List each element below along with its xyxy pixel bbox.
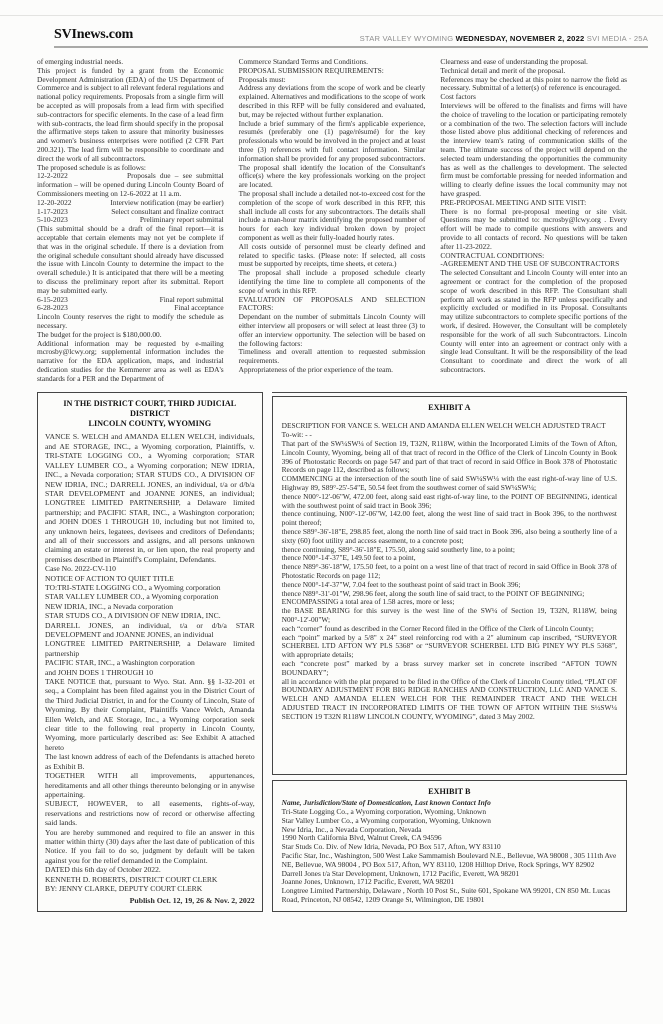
dateline-media-page: SVI MEDIA - 25A <box>584 34 648 43</box>
schedule-text: Interview notification (may be earlier) <box>110 197 224 207</box>
paragraph: STAR VALLEY LUMBER CO., a Wyoming corporation <box>45 592 219 602</box>
paragraph: Additional information may be requested by e-mailing mcrosby@lcwy.org; supplemental information includes the narrative for the EDA application, maps, and industrial dedication studies for the Kemmerer area as well as EDA's standards for a PER and the Department of <box>37 338 224 383</box>
paragraph: New Idria, Inc., a Nevada Corporation, Nevada <box>281 824 422 834</box>
paragraph: NEW IDRIA, INC., a Nevada corporation <box>45 601 174 611</box>
paragraph: There is no formal pre-proposal meeting or site visit. Questions may be submitted to: mcrosby@lcwy.org . Every effort will be made to compile questions with answers and provide to all contacts of record. No questions will be taken after 11-23-2022. <box>440 206 628 251</box>
paragraph: Proposals must: <box>238 74 286 84</box>
paragraph: Include a brief summary of the firm's applicable experience, resumés (preferably one (1) page/résumé) for the key professionals who would be involved in the project and at least three (3) references with full contact information. Similar information shall be provided for any proposed subcontractors. The proposal shall identify the location of the Consultant's office(s) where the key professionals working on the project are located. <box>238 118 426 190</box>
schedule-row <box>37 172 224 198</box>
paragraph: Lincoln County reserves the right to modify the schedule as necessary. <box>37 312 224 330</box>
paragraph: DARRELL JONES, an individual, t/a or d/b/a STAR DEVELOPMENT and JOANNE JONES, an individual <box>45 620 255 640</box>
paragraph: thence S89°-36'-18"E, 298.85 feet, along the north line of said tract in Book 396, also being a southerly line of a sixty (60) foot utility and access easement, to a concrete post; <box>281 527 617 545</box>
schedule-text: Select consultant and finalize contract <box>111 206 224 216</box>
paragraph: Interviews will be offered to the finalists and firms will have the choice of traveling to the location or participating remotely or a combination of the two. The selection factors will include those listed above plus additional checking of references and the interview team's rating of communication skills of the team. The ultimate success of the project will depend on the selected team understanding the opportunities the community has as well as the challenges to development. The selected firm must be comfortable pressing for needed information and willing to clearly define issues the local community may not have grasped. <box>440 100 628 198</box>
exhibit-a-box <box>272 396 627 775</box>
court-title-line2: LINCOLN COUNTY, WYOMING <box>88 419 212 429</box>
paragraph: NOTICE OF ACTION TO QUIET TITLE <box>45 573 174 583</box>
paragraph: The budget for the project is $180,000.00. <box>37 329 162 339</box>
paragraph: of emerging industrial needs. <box>37 57 124 66</box>
schedule-date: 6-15-2023 <box>37 294 68 304</box>
paragraph: Darrell Jones t/a Star Development, Unknown, 1712 Pacific, Everett, WA 98201 <box>281 868 520 878</box>
paragraph: 1990 North California Blvd, Walnut Creek, CA 94596 <box>281 833 442 843</box>
paragraph: The proposal shall include a detailed not-to-exceed cost for the completion of the scope of work described in this RFP, this shall include all costs for any subcontractors. The details shall include a man-hour matrix identifying the proposed number of hours for each key individual broken down by project component as well as their fully-loaded hourly rates. <box>238 188 426 242</box>
schedule-date: 6-28-2023 <box>37 303 68 313</box>
paragraph: COMMENCING at the intersection of the south line of said SW¼SW¼ with the east right-of-way line of U.S. Highway 89, S89°-25'-54"E, 50.54 feet from the southwest corner of said SW¼SW¼; <box>281 474 617 493</box>
paragraph: STAR STUDS CO., A DIVISION OF NEW IDRIA, INC. <box>45 611 221 621</box>
page-header <box>54 27 648 46</box>
paragraph: Pacific Star, Inc., Washington, 500 West Lake Sammamish Boulevard N.E., Bellevue, WA 98008 , 305 111th Ave NE, Bellevue, WA 98004 , PO Box 517, Afton, WY 83110, 1208 Hilltop Drive, Rock Springs, WY 82902 <box>281 851 617 869</box>
paragraph: Technical detail and merit of the proposal. <box>440 65 566 75</box>
paragraph: each “corner” found as described in the Corner Record filed in the Office of the Clerk of Lincoln County; <box>281 623 594 633</box>
paragraph: (This submittal should be a draft of the final report—it is acceptable that certain elements may not yet be complete if that was in the original schedule. If there is a deviation from the original schedule consultant should already have discussed the issue with Lincoln County to determine the impact to the overall schedule.) It is anticipated that there will be a meeting to discuss the preliminary report after its submittal. Report may be submitted early. <box>37 224 224 295</box>
paragraph: thence N89°-31'-01"W, 298.96 feet, along the south line of said tract, to the POINT OF BEGINNING; <box>281 588 585 598</box>
schedule-text: Final report submittal <box>159 294 224 304</box>
exhibit-b-title: EXHIBIT B <box>428 787 471 797</box>
paragraph: each “concrete post” marked by a brass survey marker set in concrete inscribed “AFTON TOWN BOUNDARY”; <box>281 659 617 677</box>
paragraph: ENCOMPASSING a total area of 1.58 acres, more or less; <box>281 597 455 607</box>
paragraph: thence N89°-36'-18"W, 175.50 feet, to a point on a west line of that tract of record in said Office in Book 378 of Photostatic Records on page 112; <box>281 562 617 581</box>
court-notice-body <box>45 432 255 893</box>
paragraph: Case No. 2022-CV-110 <box>45 564 116 574</box>
paragraph: thence N00°-12'-06"W, 472.00 feet, along said east right-of-way line, to the POINT OF BEGINNING, identical with the southwest point of said tract in Book 396; <box>281 491 617 510</box>
court-notice-box <box>37 392 263 911</box>
paragraph: thence N00°-14'-37"W, 7.04 feet to the southeast point of said tract in Book 396; <box>281 579 521 589</box>
paragraph: TAKE NOTICE that, pursuant to Wyo. Stat. Ann. §§ 1-32-201 et seq., a Complaint has been filed against you in the District Court of the Third Judicial District, in and for the County of Lincoln, State of Wyoming. By their Complaint, Plaintiffs Vance Welch, Amanda Ellen Welch, and AE Storage, Inc., a Wyoming corporation seek clear title to the following real property in Lincoln County, Wyoming, more particularly described as: See Exhibit A attached hereto <box>45 677 255 752</box>
exhibits-column <box>272 392 627 911</box>
exhibit-b-box <box>272 780 627 912</box>
paragraph: PACIFIC STAR, INC., a Washington corporation <box>45 658 195 668</box>
paragraph: TOGETHER WITH all improvements, appurtenances, hereditaments and all other things thereunto belonging or in anywise appertaining. <box>45 771 255 799</box>
paragraph: SUBJECT, HOWEVER, to all easements, rights-of-way, reservations and restrictions now of record or otherwise affecting said lands. <box>45 799 255 828</box>
exhibit-b-column-header: Name, Jurisdiction/State of Domestication, Last known Contact Info <box>281 798 491 808</box>
paragraph: EVALUATION OF PROPOSALS AND SELECTION FACTORS: <box>238 294 426 313</box>
article-column-3 <box>440 58 627 383</box>
article-continuation <box>37 58 627 383</box>
paragraph: All costs outside of personnel must be clearly defined and related to specific tasks. (Please note: If selected, all costs must be supported by receipts, time sheets, et cetera.) <box>238 241 426 269</box>
paragraph: Timeliness and overall attention to requested submission requirements. <box>238 347 426 366</box>
paragraph: thence continuing, N00°-12'-06"W, 142.00 feet, along the west line of said tract in Book 396, to the northwest point thereof; <box>281 509 617 528</box>
paragraph: Cost factors <box>440 92 476 102</box>
paragraph: thence N00°-14'-37"E, 149.50 feet to a point, <box>281 553 416 563</box>
schedule-date: 12-20-2022 <box>37 197 72 207</box>
dateline-date: WEDNESDAY, NOVEMBER 2, 2022 <box>455 34 585 43</box>
paragraph: The last known address of each of the Defendants is attached hereto as Exhibit B. <box>45 752 255 771</box>
paragraph: -AGREEMENT AND THE USE OF SUBCONTRACTORS <box>440 259 620 269</box>
paragraph: Star Valley Lumber Co., a Wyoming corporation, Wyoming, Unknown <box>281 815 491 825</box>
paragraph: VANCE S. WELCH and AMANDA ELLEN WELCH, individuals, and AE STORAGE, INC., a Wyoming corporation, Plaintiffs, v. TRI-STATE LOGGING CO., a Wyoming corporation; STAR VALLEY LUMBER CO., a Wyoming corporation; NEW IDRIA, INC., a Nevada corporation; STAR STUDS CO., A DIVISION OF NEW IDRIA, INC.; DARRELL JONES, an individual, t/a or d/b/a STAR DEVELOPMENT and JOANNE JONES, an individual; LONGTREE LIMITED PARTNERSHIP, a Delaware limited partnership; and PACIFIC STAR, INC., a Washington corporation; and JOHN DOES 1 THROUGH 10, including but not limited to, any unknown heirs, legatees, devisees and creditors of Defendants; and all of their successors and assigns, and all persons unknown claiming an estate or interest in, or lien upon, the real property and premises described in Plaintiff's Complaint, Defendants. <box>45 432 255 564</box>
page-edge-line <box>0 15 663 16</box>
masthead: SVInews.com <box>54 27 134 42</box>
schedule-text: Proposals due – see submittal information – will be opened during Lincoln County Board of Commissioners meeting on 12-6-2022 at 11 a.m. <box>37 171 224 198</box>
paragraph: Clearness and ease of understanding the proposal. <box>440 57 588 66</box>
paragraph: To-wit: - - <box>281 430 312 440</box>
paragraph: Address any deviations from the scope of work and be clearly explained. Alternatives and modifications to the scope of work described in this RFP will be fully considered and evaluated, but, may be rejected without further explanation. <box>238 83 426 119</box>
paragraph: PRE-PROPOSAL MEETING AND SITE VISIT: <box>440 197 587 207</box>
schedule-date: 1-17-2023 <box>37 206 68 216</box>
article-column-2 <box>239 58 426 383</box>
paragraph: Longtree Limited Partnership, Delaware , North 10 Post St., Suite 601, Spokane WA 99201, CN 850 Mt. Lucas Road, Princeton, NJ 08542, 1209 Orange St, Wilmington, DE 19801 <box>281 886 611 904</box>
paragraph: and JOHN DOES 1 THROUGH 10 <box>45 667 154 677</box>
paragraph: You are hereby summoned and required to file an answer in this matter within thirty (30) days after the last date of publication of this Notice. If you fail to do so, judgment by default will be taken against you for the relief demanded in the Complaint. <box>45 827 255 865</box>
paragraph: all in accordance with the plat prepared to be filed in the Office of the Clerk of Lincoln County titled, “PLAT OF BOUNDARY ADJUSTMENT FOR BIG RIDGE RANCHES AND CONSTRUCTION, LLC AND VANCE S. WELCH AND AMANDA ELLEN WELCH FOR THE REMAINDER TRACT AND THE WELCH ADJUSTED TRACT IN INCORPORATED LIMITS OF THE TOWN OF AFTON WITHIN THE S½SW¼ SECTION 19 T32N R118W LINCOLN COUNTY, WYOMING”, dated 3 May 2002. <box>281 676 617 721</box>
paragraph: That part of the SW¼SW¼ of Section 19, T32N, R118W, within the Incorporated Limits of the Town of Afton, Lincoln County, Wyoming, being all of that tract of record in the Office of the Clerk of Lincoln County in Book 396 of Photostatic Records on page 547 and part of that tract of record in said Office in Book 378 of Photostatic Records on page 112, described as follows; <box>281 439 617 475</box>
paragraph: the BASE BEARING for this survey is the west line of the SW¼ of Section 19, T32N, R118W, being N00°-12'-00"W; <box>281 606 617 625</box>
paragraph: This project is funded by a grant from the Economic Development Administration (EDA) of the US Department of Commerce and is subject to all relevant federal regulations and national policy requirements. Proposals from a single firm will be accepted as will proposals from a lead firm with specified sub-contractors for specific elements. In the case of a lead firm with sub-contracts, the lead firm should specify in the proposal the affirmative steps taken to assure that minority businesses and women's business enterprises were notified (2 CFR Part 200.321). The lead firm will be responsible to coordinate and direct the work of all subcontractors. <box>37 65 224 163</box>
schedule-text: Final acceptance <box>174 303 224 313</box>
paragraph: DATED this 6th day of October 2022. <box>45 865 161 875</box>
dateline <box>360 34 648 43</box>
exhibit-b-body <box>282 808 617 905</box>
exhibit-a-title: EXHIBIT A <box>428 403 471 413</box>
paragraph: KENNETH D. ROBERTS, DISTRICT COURT CLERK <box>45 874 218 884</box>
schedule-text: Preliminary report submittal <box>139 215 224 225</box>
paragraph: The selected Consultant and Lincoln County will enter into an agreement or contract for the completion of the proposed scope of work described in this RFP. The Consultant shall perform all work as stated in the RFP unless specifically and explicitly excluded or modified in its Proposal. Consultants may utilize subcontractors to complete specific portions of the work, if desired. However, the Consultant will be completely responsible for the work of all such Subcontractors. Lincoln County will enter into an agreement or contract only with a single lead Consultant. It will be the responsibility of the lead Consultant to coordinate and direct the work of all subcontractors. <box>440 268 628 374</box>
article-column-1 <box>37 58 224 383</box>
paragraph: References may be checked at this point to narrow the field as necessary. Submittal of a letter(s) of reference is encouraged. <box>440 74 628 93</box>
dateline-location: STAR VALLEY WYOMING <box>359 34 456 43</box>
paragraph: Appropriateness of the prior experience of the team. <box>238 364 393 374</box>
paragraph: Commerce Standard Terms and Conditions. <box>238 57 368 66</box>
court-title-line1: IN THE DISTRICT COURT, THIRD JUDICIAL DISTRICT <box>63 399 237 419</box>
paragraph: LONGTREE LIMITED PARTNERSHIP, a Delaware limited partnership <box>45 639 255 658</box>
paragraph: BY: JENNY CLARKE, DEPUTY COURT CLERK <box>45 883 203 893</box>
paragraph: The proposed schedule is as follows: <box>37 162 146 172</box>
schedule-date: 12-2-2022 <box>37 171 68 181</box>
paragraph: each “point” marked by a 5/8" x 24" steel reinforcing rod with a 2" aluminum cap inscribed, “SURVEYOR SCHERBEL LTD AFTON WY PLS 5368” or “SURVEYOR SCHERBEL LTD BIG PINEY WY PLS 5368”, with appropriate details; <box>281 632 617 660</box>
paragraph: TO:TRI-STATE LOGGING CO., a Wyoming corporation <box>45 582 221 592</box>
paragraph: DESCRIPTION FOR VANCE S. WELCH AND AMANDA ELLEN WELCH WELCH ADJUSTED TRACT <box>281 421 606 431</box>
exhibit-a-body <box>282 422 617 721</box>
paragraph: CONTRACTUAL CONDITIONS: <box>440 250 545 260</box>
paragraph: Star Studs Co. Div. of New Idria, Nevada, PO Box 517, Afton, WY 83110 <box>281 842 501 852</box>
paragraph: thence continuing, S89°-36'-18"E, 175.50, along said southerly line, to a point; <box>281 544 515 554</box>
paragraph: PROPOSAL SUBMISSION REQUIREMENTS: <box>238 65 384 75</box>
legal-notices-section <box>37 392 627 911</box>
paragraph: Joanne Jones, Unknown, 1712 Pacific, Everett, WA 98201 <box>281 877 455 887</box>
paragraph: Tri-State Logging Co., a Wyoming corporation, Wyoming, Unknown <box>281 807 487 817</box>
publish-dates-line: Publish Oct. 12, 19, 26 & Nov. 2, 2022 <box>129 896 255 906</box>
page-content <box>0 48 663 912</box>
paragraph: Dependant on the number of submittals Lincoln County will either interview all proposers or will select at least three (3) to offer an interview opportunity. The selection will be based on the following factors: <box>238 312 426 348</box>
schedule-date: 5-10-2023 <box>37 215 68 225</box>
paragraph: The proposal shall include a proposed schedule clearly identifying the time line to complete all components of the scope of work in this RFP. <box>238 268 426 295</box>
